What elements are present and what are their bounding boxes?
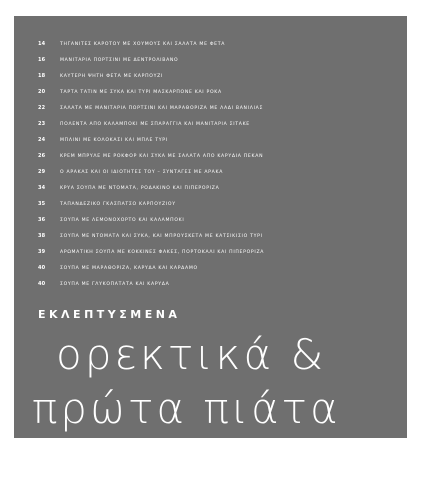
toc-entry-title: ΣΟΥΠΑ ΜΕ ΛΕΜΟΝΟΧΟΡΤΟ ΚΑΙ ΚΑΛΑΜΠΟΚΙ [60, 217, 185, 223]
toc-page-number: 40 [38, 281, 46, 287]
toc-entry [38, 260, 398, 276]
section-title-line-2: πρώτα πιάτα [32, 384, 341, 433]
table-of-contents [38, 36, 398, 292]
toc-entry [38, 196, 398, 212]
toc-entry [38, 212, 398, 228]
toc-entry [38, 164, 398, 180]
section-kicker: ΕΚΛΕΠΤΥΣΜΕΝΑ [38, 308, 181, 321]
toc-entry-title: ΣΟΥΠΑ ΜΕ ΓΛΥΚΟΠΑΤΑΤΑ ΚΑΙ ΚΑΡΥΔΑ [60, 281, 170, 287]
toc-entry-title: ΤΑΡΤΑ ΤΑΤΙΝ ΜΕ ΣΥΚΑ ΚΑΙ ΤΥΡΙ ΜΑΣΚΑΡΠΟΝΕ ΚΑΙ ΡΟΚΑ [60, 89, 222, 95]
toc-page-number: 36 [38, 217, 46, 223]
toc-page-number: 34 [38, 185, 46, 191]
toc-entry-title: ΑΡΩΜΑΤΙΚΗ ΣΟΥΠΑ ΜΕ ΚΟΚΚΙΝΕΣ ΦΑΚΕΣ, ΠΟΡΤΟΚΑΛΙ ΚΑΙ ΠΙΠΕΡΟΡΙΖΑ [60, 249, 265, 255]
toc-page-number: 14 [38, 41, 46, 47]
toc-entry-title: ΣΟΥΠΑ ΜΕ ΜΑΡΑΘΟΡΙΖΑ, ΚΑΡΥΔΑ ΚΑΙ ΚΑΡΔΑΜΟ [60, 265, 198, 271]
toc-entry-title: ΜΑΝΙΤΑΡΙΑ ΠΟΡΤΣΙΝΙ ΜΕ ΔΕΝΤΡΟΛΙΒΑΝΟ [60, 57, 179, 63]
toc-entry [38, 148, 398, 164]
toc-page-number: 16 [38, 57, 46, 63]
toc-entry-title: ΣΑΛΑΤΑ ΜΕ ΜΑΝΙΤΑΡΙΑ ΠΟΡΤΣΙΝΙ ΚΑΙ ΜΑΡΑΘΟΡΙΖΑ ΜΕ ΛΑΔΙ ΒΑΝΙΛΙΑΣ [60, 105, 264, 111]
toc-entry-title: ΚΑΥΤΕΡΗ ΨΗΤΗ ΦΕΤΑ ΜΕ ΚΑΡΠΟΥΖΙ [60, 73, 164, 79]
toc-entry [38, 132, 398, 148]
toc-entry-title: ΜΠΛΙΝΙ ΜΕ ΚΟΛΟΚΑΣΙ ΚΑΙ ΜΠΛΕ ΤΥΡΙ [60, 137, 168, 143]
toc-page-number: 18 [38, 73, 46, 79]
toc-entry [38, 84, 398, 100]
toc-page-number: 39 [38, 249, 46, 255]
toc-entry [38, 52, 398, 68]
toc-entry [38, 276, 398, 292]
toc-page-number: 35 [38, 201, 46, 207]
toc-page-number: 40 [38, 265, 46, 271]
toc-entry [38, 244, 398, 260]
toc-entry-title: ΚΡΕΜ ΜΠΡΥΛΕ ΜΕ ΡΟΚΦΟΡ ΚΑΙ ΣΥΚΑ ΜΕ ΣΑΛΑΤΑ ΑΠΟ ΚΑΡΥΔΙΑ ΠΕΚΑΝ [60, 153, 264, 159]
toc-entry [38, 36, 398, 52]
toc-entry [38, 116, 398, 132]
toc-entry [38, 100, 398, 116]
toc-entry-title: ΣΟΥΠΑ ΜΕ ΝΤΟΜΑΤΑ ΚΑΙ ΣΥΚΑ, ΚΑΙ ΜΠΡΟΥΣΚΕΤΑ ΜΕ ΚΑΤΣΙΚΙΣΙΟ ΤΥΡΙ [60, 233, 263, 239]
toc-entry [38, 68, 398, 84]
toc-page-number: 20 [38, 89, 46, 95]
toc-page-number: 23 [38, 121, 46, 127]
toc-entry-title: ΤΗΓΑΝΙΤΕΣ ΚΑΡΟΤΟΥ ΜΕ ΧΟΥΜΟΥΣ ΚΑΙ ΣΑΛΑΤΑ ΜΕ ΦΕΤΑ [60, 41, 226, 47]
toc-panel [14, 16, 407, 438]
toc-entry [38, 228, 398, 244]
toc-entry-title: Ο ΑΡΑΚΑΣ ΚΑΙ ΟΙ ΙΔΙΟΤΗΤΕΣ ΤΟΥ – ΣΥΝΤΑΓΕΣ ΜΕ ΑΡΑΚΑ [60, 169, 224, 175]
toc-entry-title: ΚΡΥΑ ΣΟΥΠΑ ΜΕ ΝΤΟΜΑΤΑ, ΡΟΔΑΚΙΝΟ ΚΑΙ ΠΙΠΕΡΟΡΙΖΑ [60, 185, 220, 191]
section-title-line-1: ορεκτικά & [56, 330, 327, 379]
toc-page-number: 24 [38, 137, 46, 143]
toc-page-number: 38 [38, 233, 46, 239]
toc-entry-title: ΠΟΛΕΝΤΑ ΑΠΟ ΚΑΛΑΜΠΟΚΙ ΜΕ ΣΠΑΡΑΓΓΙΑ ΚΑΙ ΜΑΝΙΤΑΡΙΑ ΣΙΤΑΚΕ [60, 121, 250, 127]
toc-page-number: 22 [38, 105, 46, 111]
toc-entry [38, 180, 398, 196]
toc-page-number: 26 [38, 153, 46, 159]
toc-entry-title: ΤΑΠΑΝΔΕΖΙΚΟ ΓΚΑΣΠΑΤΣΟ ΚΑΡΠΟΥΖΙΟΥ [60, 201, 176, 207]
toc-page-number: 29 [38, 169, 46, 175]
